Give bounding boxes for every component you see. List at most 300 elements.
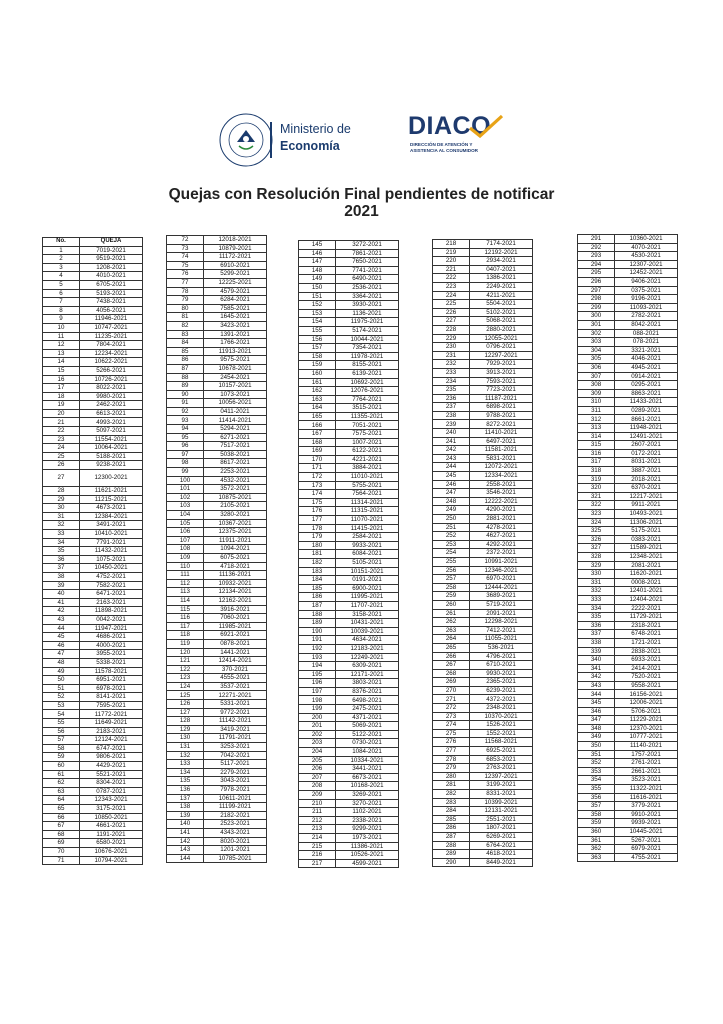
row-number: 299 <box>578 303 615 312</box>
ministry-line1: Ministerio de <box>280 122 351 136</box>
complaint-id: 10932-2021 <box>204 579 267 588</box>
table-row <box>167 579 267 588</box>
row-number: 21 <box>43 418 80 427</box>
table-row <box>578 664 678 673</box>
table-row <box>578 389 678 398</box>
table-row <box>299 541 399 550</box>
table-row <box>167 828 267 837</box>
table-row <box>43 461 143 470</box>
complaint-id: 3423-2021 <box>204 321 267 330</box>
row-number: 335 <box>578 613 615 622</box>
complaint-id: 10676-2021 <box>80 847 143 856</box>
table-row <box>167 648 267 657</box>
complaint-id: 0796-2021 <box>470 343 533 352</box>
complaint-id: 2584-2021 <box>336 533 399 542</box>
complaint-id: 8031-2021 <box>615 458 678 467</box>
row-number: 145 <box>299 241 336 250</box>
complaint-id: 0191-2021 <box>336 576 399 585</box>
complaint-id: 11948-2021 <box>615 424 678 433</box>
table-row <box>299 791 399 800</box>
complaint-id: 1766-2021 <box>204 339 267 348</box>
complaint-id: 6921-2021 <box>204 631 267 640</box>
ministry-line2: Economía <box>280 139 340 153</box>
row-number: 359 <box>578 819 615 828</box>
row-number: 18 <box>43 392 80 401</box>
complaint-id: 11199-2021 <box>204 803 267 812</box>
row-number: 246 <box>433 480 470 489</box>
row-number: 24 <box>43 444 80 453</box>
table-row <box>578 699 678 708</box>
row-number: 234 <box>433 377 470 386</box>
complaint-id: 2838-2021 <box>615 647 678 656</box>
row-number: 112 <box>167 579 204 588</box>
table-row <box>43 495 143 504</box>
table-row <box>167 459 267 468</box>
complaint-id: 6122-2021 <box>336 447 399 456</box>
row-number: 29 <box>43 495 80 504</box>
row-number: 277 <box>433 747 470 756</box>
complaint-id: 12234-2021 <box>80 349 143 358</box>
table-row <box>167 631 267 640</box>
table-row <box>433 394 533 403</box>
row-number: 69 <box>43 839 80 848</box>
table-row <box>578 424 678 433</box>
row-number: 25 <box>43 452 80 461</box>
table-row <box>299 851 399 860</box>
complaint-id: 10334-2021 <box>336 756 399 765</box>
complaint-id: 11707-2021 <box>336 601 399 610</box>
row-number: 209 <box>299 791 336 800</box>
row-number: 222 <box>433 274 470 283</box>
table-row <box>167 330 267 339</box>
table-row <box>43 598 143 607</box>
table-row <box>299 636 399 645</box>
row-number: 251 <box>433 523 470 532</box>
complaint-id: 5266-2021 <box>80 366 143 375</box>
table-row <box>433 274 533 283</box>
complaint-id: 0383-2021 <box>615 535 678 544</box>
complaint-id: 10360-2021 <box>615 235 678 244</box>
complaint-id: 11581-2021 <box>470 446 533 455</box>
table-row <box>167 244 267 253</box>
row-number: 332 <box>578 587 615 596</box>
table-row <box>299 859 399 868</box>
row-number: 258 <box>433 583 470 592</box>
row-number: 83 <box>167 330 204 339</box>
row-number: 132 <box>167 751 204 760</box>
table-row <box>578 690 678 699</box>
complaint-id: 2607-2021 <box>615 441 678 450</box>
table-row <box>433 257 533 266</box>
table-row <box>299 782 399 791</box>
complaint-id: 5504-2021 <box>470 300 533 309</box>
table-row <box>433 386 533 395</box>
row-number: 296 <box>578 277 615 286</box>
row-number: 63 <box>43 787 80 796</box>
table-row <box>433 798 533 807</box>
row-number: 243 <box>433 454 470 463</box>
complaint-id: 9980-2021 <box>80 392 143 401</box>
table-row <box>43 512 143 521</box>
complaint-id: 11589-2021 <box>615 544 678 553</box>
row-number: 45 <box>43 633 80 642</box>
complaint-id: 9930-2021 <box>470 669 533 678</box>
complaint-id: 4686-2021 <box>80 633 143 642</box>
complaint-id: 9519-2021 <box>80 255 143 264</box>
table-row <box>433 325 533 334</box>
table-row <box>578 355 678 364</box>
complaint-id: 11410-2021 <box>470 429 533 438</box>
row-number: 40 <box>43 590 80 599</box>
complaint-id: 6978-2021 <box>80 684 143 693</box>
complaint-id: 4599-2021 <box>336 859 399 868</box>
table-row <box>578 235 678 244</box>
complaint-id: 2163-2021 <box>80 598 143 607</box>
complaint-id: 5331-2021 <box>204 700 267 709</box>
table-row <box>433 738 533 747</box>
table-row <box>299 292 399 301</box>
table-row <box>43 521 143 530</box>
complaint-id: 1386-2021 <box>470 274 533 283</box>
row-number: 56 <box>43 727 80 736</box>
complaint-id: 10678-2021 <box>204 364 267 373</box>
row-number: 254 <box>433 549 470 558</box>
page-title: Quejas con Resolución Final pendientes de notificar <box>168 186 555 203</box>
row-number: 80 <box>167 304 204 313</box>
table-row <box>43 298 143 307</box>
row-number: 216 <box>299 851 336 860</box>
complaint-id: 3930-2021 <box>336 301 399 310</box>
complaints-table-5 <box>577 234 678 862</box>
complaint-id: 8020-2021 <box>204 837 267 846</box>
table-row <box>299 352 399 361</box>
table-row <box>578 707 678 716</box>
complaints-table-2 <box>166 235 267 863</box>
row-number: 195 <box>299 670 336 679</box>
complaint-id: 1391-2021 <box>204 330 267 339</box>
table-row <box>299 369 399 378</box>
row-number: 220 <box>433 257 470 266</box>
row-number: 102 <box>167 493 204 502</box>
complaint-id: 12162-2021 <box>204 596 267 605</box>
row-number: 167 <box>299 430 336 439</box>
complaint-id: 10157-2021 <box>204 382 267 391</box>
row-number: 267 <box>433 661 470 670</box>
complaint-id: 4056-2021 <box>80 306 143 315</box>
row-number: 153 <box>299 309 336 318</box>
complaint-id: 2365-2021 <box>470 678 533 687</box>
row-number: 31 <box>43 512 80 521</box>
table-row <box>167 674 267 683</box>
complaint-id: 11898-2021 <box>80 607 143 616</box>
complaint-id: 6979-2021 <box>615 845 678 854</box>
complaint-id: 2934-2021 <box>470 257 533 266</box>
row-number: 185 <box>299 584 336 593</box>
table-row <box>43 504 143 513</box>
row-number: 39 <box>43 581 80 590</box>
complaint-id: 12300-2021 <box>80 470 143 487</box>
complaint-id: 11355-2021 <box>336 412 399 421</box>
table-row <box>43 650 143 659</box>
table-row <box>433 515 533 524</box>
row-number: 233 <box>433 368 470 377</box>
complaint-id: 11729-2021 <box>615 613 678 622</box>
row-number: 5 <box>43 280 80 289</box>
row-number: 352 <box>578 759 615 768</box>
table-row <box>578 630 678 639</box>
row-number: 127 <box>167 708 204 717</box>
complaint-id: 11568-2021 <box>470 738 533 747</box>
row-number: 281 <box>433 781 470 790</box>
row-number: 85 <box>167 347 204 356</box>
table-row <box>433 360 533 369</box>
table-row <box>43 392 143 401</box>
row-number: 250 <box>433 515 470 524</box>
table-row <box>43 676 143 685</box>
table-row <box>578 346 678 355</box>
complaint-id: 12370-2021 <box>615 724 678 733</box>
row-number: 23 <box>43 435 80 444</box>
complaint-id: 10399-2021 <box>470 798 533 807</box>
row-number: 51 <box>43 684 80 693</box>
row-number: 342 <box>578 673 615 682</box>
row-number: 98 <box>167 459 204 468</box>
complaint-id: 4372-2021 <box>470 695 533 704</box>
table-row <box>43 847 143 856</box>
complaint-id: 8617-2021 <box>204 459 267 468</box>
table-row <box>167 476 267 485</box>
complaint-id: 3321-2021 <box>615 346 678 355</box>
row-number: 37 <box>43 564 80 573</box>
row-number: 181 <box>299 550 336 559</box>
table-row <box>433 308 533 317</box>
complaint-id: 12401-2021 <box>615 587 678 596</box>
row-number: 70 <box>43 847 80 856</box>
complaint-id: 11136-2021 <box>204 571 267 580</box>
row-number: 218 <box>433 240 470 249</box>
table-row <box>43 470 143 487</box>
table-row <box>433 368 533 377</box>
table-row <box>433 532 533 541</box>
row-number: 109 <box>167 553 204 562</box>
table-row <box>167 562 267 571</box>
table-row <box>299 421 399 430</box>
complaint-id: 9196-2021 <box>615 295 678 304</box>
table-row <box>167 364 267 373</box>
table-row <box>43 418 143 427</box>
table-row <box>578 475 678 484</box>
complaint-id: 2091-2021 <box>470 609 533 618</box>
complaint-id: 11172-2021 <box>204 253 267 262</box>
table-row <box>43 822 143 831</box>
row-number: 3 <box>43 263 80 272</box>
row-number: 268 <box>433 669 470 678</box>
table-row <box>167 717 267 726</box>
table-row <box>299 412 399 421</box>
complaint-id: 2462-2021 <box>80 401 143 410</box>
table-row <box>578 338 678 347</box>
row-number: 176 <box>299 507 336 516</box>
table-row <box>167 854 267 863</box>
row-number: 270 <box>433 686 470 695</box>
complaint-id: 7593-2021 <box>470 377 533 386</box>
table-row <box>167 373 267 382</box>
complaint-id: 12404-2021 <box>615 595 678 604</box>
table-row <box>433 523 533 532</box>
table-row <box>578 656 678 665</box>
row-number: 92 <box>167 407 204 416</box>
table-row <box>167 304 267 313</box>
complaint-id: 7791-2021 <box>80 538 143 547</box>
complaint-id: 6471-2021 <box>80 590 143 599</box>
complaint-id: 1757-2021 <box>615 750 678 759</box>
complaint-id: 10367-2021 <box>204 519 267 528</box>
row-number: 204 <box>299 748 336 757</box>
row-number: 13 <box>43 349 80 358</box>
table-row <box>578 484 678 493</box>
row-number: 287 <box>433 832 470 841</box>
row-number: 190 <box>299 627 336 636</box>
row-number: 36 <box>43 555 80 564</box>
row-number: 154 <box>299 318 336 327</box>
row-number: 329 <box>578 561 615 570</box>
row-number: 34 <box>43 538 80 547</box>
complaint-id: 4555-2021 <box>204 674 267 683</box>
table-row <box>167 390 267 399</box>
table-row <box>167 468 267 477</box>
table-row <box>43 538 143 547</box>
table-row <box>433 240 533 249</box>
complaint-id: 11946-2021 <box>80 315 143 324</box>
row-number: 252 <box>433 532 470 541</box>
table-row <box>578 810 678 819</box>
table-row <box>578 785 678 794</box>
complaint-id: 11142-2021 <box>204 717 267 726</box>
row-number: 219 <box>433 248 470 257</box>
complaint-id: 11791-2021 <box>204 734 267 743</box>
table-row <box>433 755 533 764</box>
table-row <box>43 272 143 281</box>
complaint-id: 6705-2021 <box>80 280 143 289</box>
table-row <box>167 261 267 270</box>
table-row <box>299 326 399 335</box>
table-row <box>578 492 678 501</box>
complaint-id: 5299-2021 <box>204 270 267 279</box>
complaint-id: 3955-2021 <box>80 650 143 659</box>
table-row <box>167 837 267 846</box>
row-number: 310 <box>578 398 615 407</box>
row-number: 338 <box>578 638 615 647</box>
complaint-id: 10526-2021 <box>336 851 399 860</box>
row-number: 54 <box>43 710 80 719</box>
complaint-id: 2183-2021 <box>80 727 143 736</box>
row-number: 290 <box>433 858 470 867</box>
complaint-id: 10726-2021 <box>80 375 143 384</box>
complaint-id: 10056-2021 <box>204 399 267 408</box>
row-number: 35 <box>43 547 80 556</box>
row-number: 101 <box>167 485 204 494</box>
table-row <box>433 850 533 859</box>
row-number: 113 <box>167 588 204 597</box>
complaint-id: 5338-2021 <box>80 658 143 667</box>
complaint-id: 6239-2021 <box>470 686 533 695</box>
table-row <box>167 820 267 829</box>
table-row <box>167 760 267 769</box>
table-row <box>299 748 399 757</box>
complaint-id: 0411-2021 <box>204 407 267 416</box>
table-row <box>299 438 399 447</box>
complaint-id: 2763-2021 <box>470 764 533 773</box>
complaint-id: 4718-2021 <box>204 562 267 571</box>
row-number: 271 <box>433 695 470 704</box>
table-row <box>299 619 399 628</box>
complaint-id: 1552-2021 <box>470 729 533 738</box>
table-row <box>167 253 267 262</box>
table-row <box>578 269 678 278</box>
table-row <box>167 485 267 494</box>
complaints-table-1 <box>42 237 143 865</box>
complaint-id: 4000-2021 <box>80 641 143 650</box>
row-number: 230 <box>433 343 470 352</box>
complaint-id: 1526-2021 <box>470 721 533 730</box>
complaint-id: 2372-2021 <box>470 549 533 558</box>
table-row <box>43 770 143 779</box>
row-number: 315 <box>578 441 615 450</box>
complaint-id: 10445-2021 <box>615 827 678 836</box>
table-row <box>578 673 678 682</box>
row-number: 343 <box>578 681 615 690</box>
complaint-id: 1136-2021 <box>336 309 399 318</box>
complaint-id: 12055-2021 <box>470 334 533 343</box>
complaint-id: 4532-2021 <box>204 476 267 485</box>
table-row <box>578 638 678 647</box>
table-row <box>299 490 399 499</box>
table-row <box>43 787 143 796</box>
row-number: 32 <box>43 521 80 530</box>
complaint-id: 6498-2021 <box>336 696 399 705</box>
table-row <box>43 744 143 753</box>
row-number: 350 <box>578 742 615 751</box>
table-row <box>433 557 533 566</box>
table-row <box>43 349 143 358</box>
complaint-id: 9772-2021 <box>204 708 267 717</box>
row-number: 196 <box>299 679 336 688</box>
complaint-id: 16156-2021 <box>615 690 678 699</box>
complaint-id: 1094-2021 <box>204 545 267 554</box>
row-number: 217 <box>299 859 336 868</box>
complaint-id: 3537-2021 <box>204 682 267 691</box>
table-row <box>433 334 533 343</box>
row-number: 351 <box>578 750 615 759</box>
complaint-id: 2558-2021 <box>470 480 533 489</box>
table-row <box>167 665 267 674</box>
row-number: 198 <box>299 696 336 705</box>
row-number: 262 <box>433 618 470 627</box>
table-row <box>433 463 533 472</box>
row-number: 245 <box>433 472 470 481</box>
row-number: 55 <box>43 719 80 728</box>
table-row <box>167 751 267 760</box>
row-number: 44 <box>43 624 80 633</box>
row-number: 275 <box>433 729 470 738</box>
row-number: 77 <box>167 278 204 287</box>
table-row <box>167 425 267 434</box>
row-number: 4 <box>43 272 80 281</box>
row-number: 125 <box>167 691 204 700</box>
table-row <box>43 332 143 341</box>
table-row <box>299 576 399 585</box>
table-row <box>43 727 143 736</box>
